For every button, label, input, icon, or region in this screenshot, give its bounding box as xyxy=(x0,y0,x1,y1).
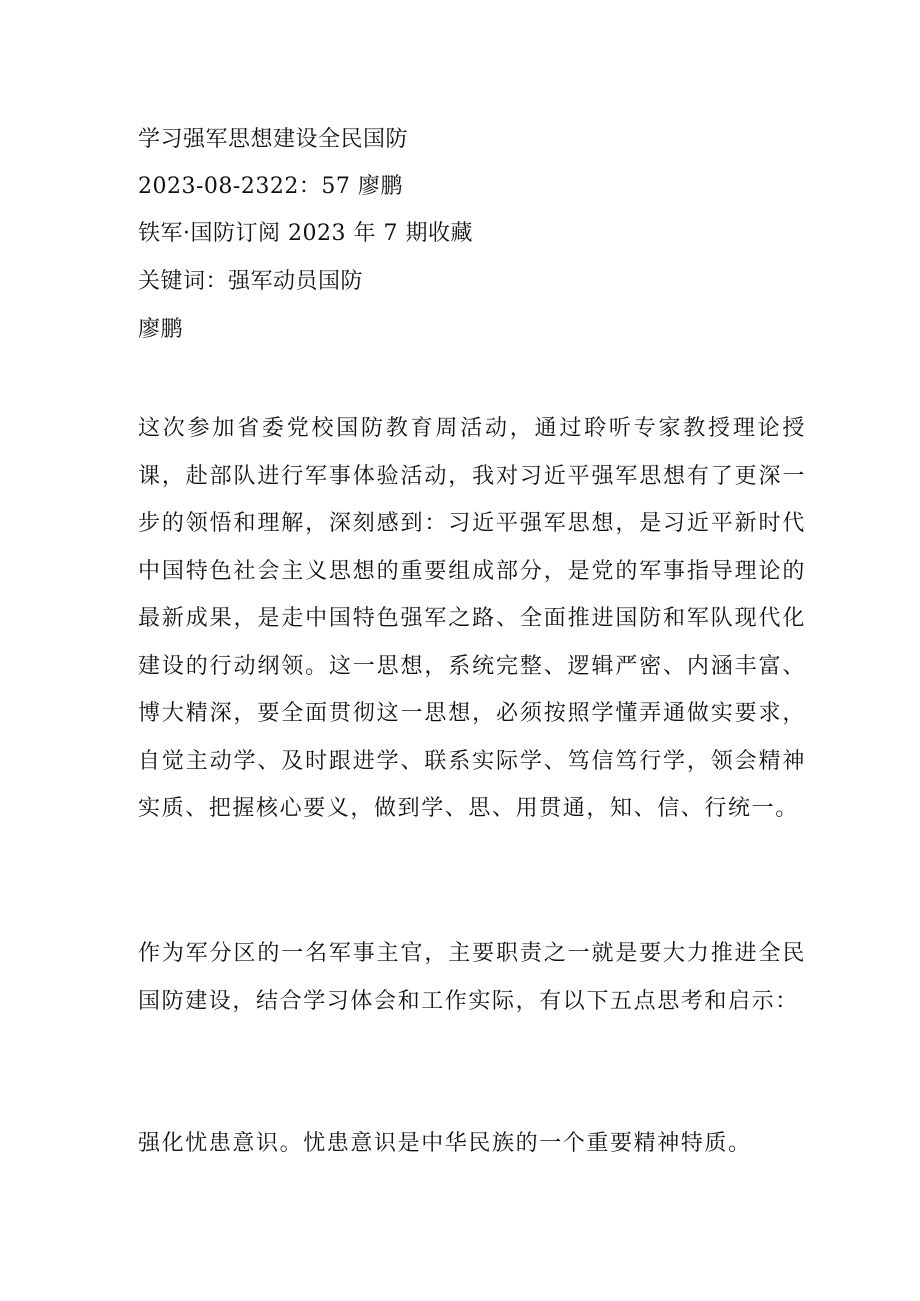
article-keywords: 关键词：强军动员国防 xyxy=(138,269,364,294)
article-title: 学习强军思想建设全民国防 xyxy=(138,127,409,152)
article-author: 廖鹏 xyxy=(138,317,184,342)
body-paragraph-1: 这次参加省委党校国防教育周活动，通过聆听专家教授理论授课，赴部队进行军事体验活动，我对习近平强军思想有了更深一步的领悟和理解，深刻感到：习近平强军思想，是习近平新时代中国特色社会主义思想的重要组成部分，是党的军事指导理论的最新成果，是走中国特色强军之路、全面推进国防和军队现代化建设的行动纲领。这一思想，系统完整、逻辑严密、内涵丰富、博大精深，要全面贯彻这一思想，必须按照学懂弄通做实要求，自觉主动学、及时跟进学、联系实际学、笃信笃行学，领会精神实质、把握核心要义，做到学、思、用贯通，知、信、行统一。 xyxy=(138,416,806,821)
article-source: 铁军·国防订阅 2023 年 7 期收藏 xyxy=(138,221,473,246)
article-date-author: 2023-08-2322：57 廖鹏 xyxy=(138,174,403,199)
body-paragraph-2: 作为军分区的一名军事主官，主要职责之一就是要大力推进全民国防建设，结合学习体会和工作实际，有以下五点思考和启示： xyxy=(138,941,806,1014)
body-paragraph-3: 强化忧患意识。忧患意识是中华民族的一个重要精神特质。 xyxy=(138,1131,752,1156)
